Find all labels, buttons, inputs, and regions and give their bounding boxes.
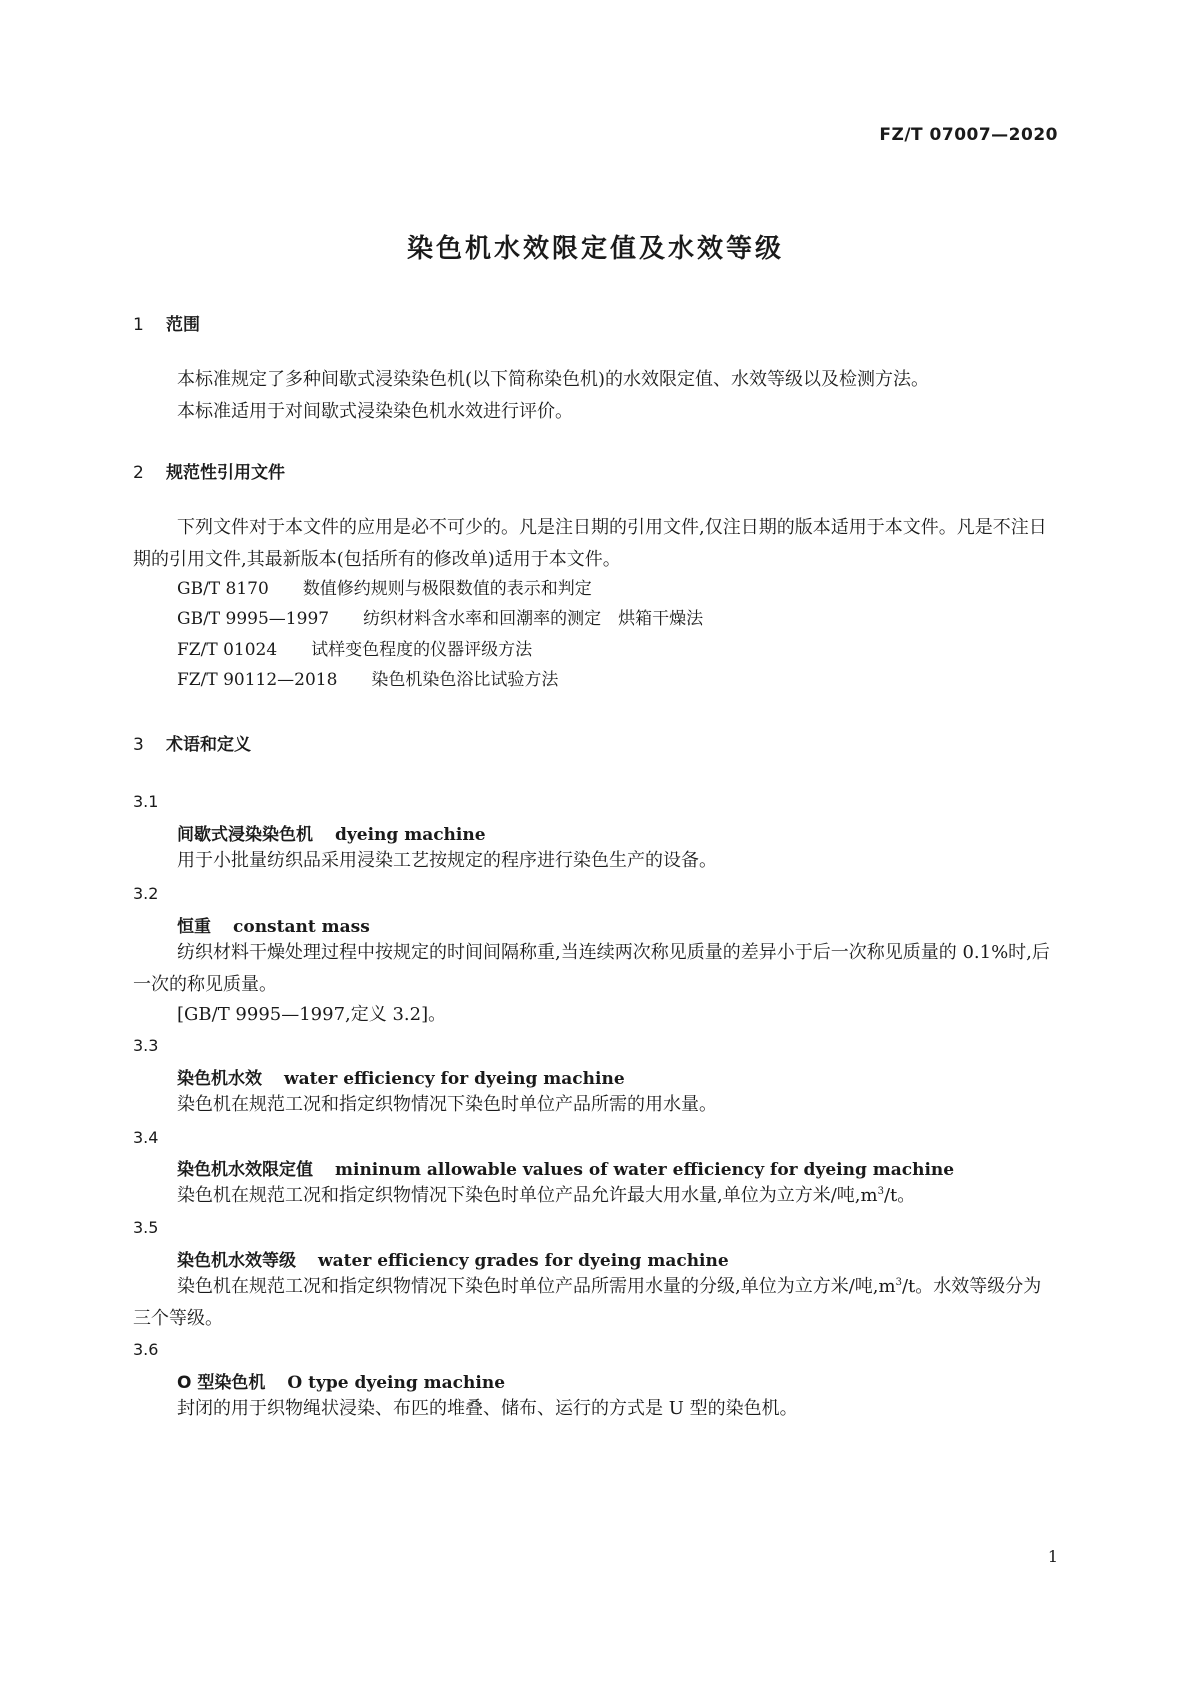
clause-number: 3.1 — [133, 792, 159, 811]
term-zh: 染色机水效 — [177, 1069, 262, 1089]
term-heading — [177, 1064, 625, 1089]
section-title: 术语和定义 — [166, 735, 251, 755]
term-zh: 染色机水效限定值 — [177, 1160, 313, 1180]
term-heading — [177, 912, 370, 937]
term-heading — [177, 1246, 729, 1271]
clause-number: 3.5 — [133, 1218, 159, 1237]
reference-item — [177, 603, 703, 635]
reference-title: 试样变色程度的仪器评级方法 — [311, 640, 533, 660]
standard-code: FZ/T 07007—2020 — [879, 125, 1058, 145]
term-definition: 染色机在规范工况和指定织物情况下染色时单位产品允许最大用水量,单位为立方米/吨$,m^3/t$。 — [177, 1185, 916, 1206]
reference-title: 纺织材料含水率和回潮率的测定 烘箱干燥法 — [363, 609, 704, 629]
section-number: 2 — [133, 463, 144, 483]
reference-code: FZ/T 90112—2018 — [177, 670, 338, 690]
section-1-heading — [133, 310, 200, 335]
term-zh: O 型染色机 — [177, 1373, 266, 1393]
section-2-heading — [133, 458, 285, 483]
section-3-heading — [133, 730, 251, 755]
term-en: mininum allowable values of water efficiency for dyeing machine — [335, 1160, 955, 1180]
section-title: 范围 — [166, 315, 200, 335]
reference-item — [177, 664, 558, 696]
term-zh: 间歇式浸染染色机 — [177, 825, 313, 845]
document-title: 染色机水效限定值及水效等级 — [406, 234, 784, 264]
reference-item — [177, 634, 532, 666]
term-en: water efficiency for dyeing machine — [284, 1069, 625, 1089]
reference-title: 染色机染色浴比试验方法 — [371, 670, 559, 690]
clause-number: 3.3 — [133, 1036, 159, 1055]
reference-item — [177, 573, 592, 605]
term-en: dyeing machine — [335, 825, 486, 845]
section-1-paragraph-1: 本标准规定了多种间歇式浸染染色机(以下简称染色机)的水效限定值、水效等级以及检测方法。 — [177, 369, 930, 390]
term-heading — [177, 1155, 954, 1180]
clause-number: 3.4 — [133, 1128, 159, 1147]
term-zh: 染色机水效等级 — [177, 1251, 296, 1271]
page-number: 1 — [1047, 1547, 1058, 1566]
term-zh: 恒重 — [177, 917, 211, 937]
term-definition: 纺织材料干燥处理过程中按规定的时间间隔称重,当连续两次称见质量的差异小于后一次称见质量的 0.1%时,后一次的称见质量。 — [133, 942, 1050, 995]
section-2-intro: 下列文件对于本文件的应用是必不可少的。凡是注日期的引用文件,仅注日期的版本适用于本文件。凡是不注日期的引用文件,其最新版本(包括所有的修改单)适用于本文件。 — [133, 517, 1047, 570]
section-number: 1 — [133, 315, 144, 335]
term-definition: 染色机在规范工况和指定织物情况下染色时单位产品所需用水量的分级,单位为立方米/吨$,m^3/t$。水效等级分为三个等级。 — [133, 1276, 1042, 1329]
term-definition: 封闭的用于织物绳状浸染、布匹的堆叠、储布、运行的方式是 U 型的染色机。 — [177, 1398, 798, 1419]
section-number: 3 — [133, 735, 144, 755]
section-1-paragraph-2: 本标准适用于对间歇式浸染染色机水效进行评价。 — [177, 401, 573, 422]
term-heading — [177, 1368, 505, 1393]
term-source: [GB/T 9995—1997,定义 3.2]。 — [177, 1004, 447, 1025]
section-title: 规范性引用文件 — [166, 463, 285, 483]
clause-number: 3.2 — [133, 884, 159, 903]
clause-number: 3.6 — [133, 1340, 159, 1359]
term-en: constant mass — [233, 917, 370, 937]
term-definition: 用于小批量纺织品采用浸染工艺按规定的程序进行染色生产的设备。 — [177, 850, 717, 871]
term-en: O type dyeing machine — [287, 1373, 506, 1393]
reference-code: GB/T 8170 — [177, 579, 269, 599]
reference-code: FZ/T 01024 — [177, 640, 278, 660]
term-en: water efficiency grades for dyeing machine — [318, 1251, 729, 1271]
reference-code: GB/T 9995—1997 — [177, 609, 330, 629]
reference-title: 数值修约规则与极限数值的表示和判定 — [302, 579, 592, 599]
term-heading — [177, 820, 486, 845]
term-definition: 染色机在规范工况和指定织物情况下染色时单位产品所需的用水量。 — [177, 1094, 717, 1115]
